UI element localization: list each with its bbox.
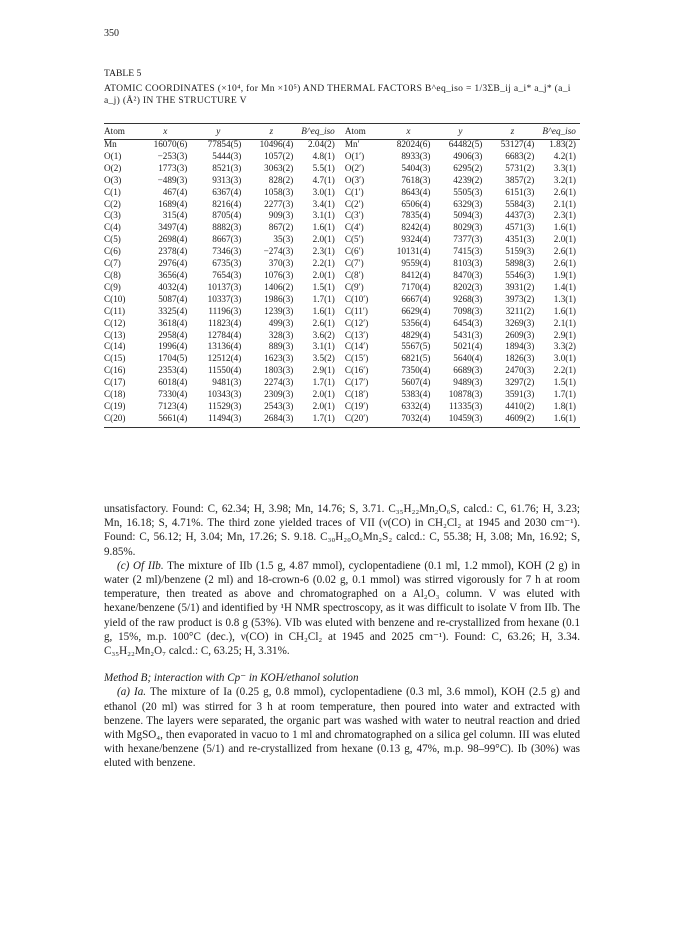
table-cell: 3269(3) <box>505 317 535 328</box>
table-cell: 1773(3) <box>158 162 188 173</box>
table-cell: 2.9(1) <box>553 329 576 340</box>
table-cell: C(11) <box>104 305 126 316</box>
table-cell: 10496(4) <box>259 139 294 149</box>
table-cell: 3656(4) <box>158 269 188 280</box>
table-cell: 1.6(1) <box>312 222 335 233</box>
col-header: Atom <box>344 126 366 137</box>
table-row <box>104 199 580 211</box>
table-cell: 2.3(1) <box>312 246 335 257</box>
table-row <box>104 353 580 365</box>
table-cell: 2.9(1) <box>312 365 335 376</box>
table-cell: 5094(3) <box>453 210 483 221</box>
table-cell: 4351(3) <box>505 234 535 245</box>
table-cell: 328(3) <box>268 329 294 340</box>
table-cell: 7654(3) <box>212 269 242 280</box>
table-cell: 3325(4) <box>158 305 188 316</box>
table-cell: 7415(3) <box>453 246 483 257</box>
table-cell: 1.9(1) <box>553 269 576 280</box>
table-cell: C(19) <box>104 400 126 411</box>
table-cell: 1.6(1) <box>553 412 576 423</box>
table-cell: 3618(4) <box>158 317 188 328</box>
table-cell: C(3) <box>104 210 121 221</box>
table-row <box>104 294 580 306</box>
table-cell: 8216(4) <box>212 198 242 209</box>
paragraph-ia <box>104 685 580 770</box>
table-cell: 3931(2) <box>505 281 535 292</box>
table-cell: C(16) <box>104 365 126 376</box>
table-cell: 7170(4) <box>401 281 431 292</box>
table-row <box>104 151 580 163</box>
table-cell: 2309(3) <box>264 389 294 400</box>
table-cell: 5505(3) <box>453 186 483 197</box>
col-header: y <box>216 126 221 137</box>
table-cell: 370(3) <box>268 258 294 269</box>
table-cell: 2277(3) <box>264 198 294 209</box>
table-cell: 2.0(1) <box>312 389 335 400</box>
table-cell: C(20′) <box>344 412 369 423</box>
table-cell: 2.0(1) <box>553 234 576 245</box>
table-cell: 6821(5) <box>401 353 431 364</box>
table-cell: 2543(3) <box>264 400 294 411</box>
table-cell: 35(3) <box>273 234 294 245</box>
table-cell: 3.0(1) <box>312 186 335 197</box>
table-cell: 2.2(1) <box>312 258 335 269</box>
table-body <box>104 139 580 425</box>
table-cell: 6295(2) <box>453 162 483 173</box>
table-cell: 1623(3) <box>264 353 294 364</box>
table-cell: 2470(3) <box>505 365 535 376</box>
table-cell: 909(3) <box>268 210 294 221</box>
table-cell: 2274(3) <box>264 377 294 388</box>
paragraph-text: The mixture of Ia (0.25 g, 0.8 mmol), cyclopentadiene (0.3 ml, 3.6 mmol), KOH (2.5 g) and ethanol (20 ml) was stirred for 3 h at room temperature, then poured into water and extracted with benzene. The layers were separated, the organic part was washed with water to neutral reaction and dried with MgSO₄, then evaporated in vacuo to 1 ml and chromatographed on a silica gel column. III was eluted with hexane/benzene (5/1) and re-crystallized from hexane (0.13 g, 47%, m.p. 98–99°C). Ib (30%) was eluted with benzene. <box>104 686 580 770</box>
table-cell: 3063(2) <box>264 162 294 173</box>
col-header: B^eq_iso <box>542 126 576 137</box>
table-header-row <box>104 125 580 139</box>
table-top-rule <box>104 123 580 124</box>
table-cell: 1.6(1) <box>553 222 576 233</box>
table-cell: 1.6(1) <box>312 305 335 316</box>
table-cell: 6667(4) <box>401 293 431 304</box>
table-cell: 4239(2) <box>453 174 483 185</box>
table-cell: 1826(3) <box>505 353 535 364</box>
table-cell: 4906(3) <box>453 150 483 161</box>
table-cell: 867(2) <box>268 222 294 233</box>
table-cell: 7835(4) <box>401 210 431 221</box>
table-cell: 8933(3) <box>401 150 431 161</box>
table-cell: C(12′) <box>344 317 369 328</box>
table-cell: C(16′) <box>344 365 369 376</box>
table-cell: 3.3(2) <box>553 341 576 352</box>
paragraph-text: The mixture of IIb (1.5 g, 4.87 mmol), cyclopentadiene (0.1 ml, 1.2 mmol), KOH (2 g) in water (2 ml)/benzene (2 ml) and 18-crown-6 (0.02 g, 0.1 mmol) was stirred vigorously for 7 h at room temperature, then treated as above and chromatographed on a Al₂O₃ column. V was eluted with hexane/benzene (5/1) and identified by ¹H NMR spectroscopy, as it was difficult to isolate V from IIb. The yield of the raw product is 0.8 g (53%). VIb was eluted with benzene and re-crystallized from hexane (0.1 g, 15%, m.p. 100°C (dec.), ν(CO) in CH₂Cl₂ at 1945 and 2025 cm⁻¹). Found: C, 63.26; H, 3.34. C₃₅H₂₂Mn₂O₇ calcd.: C, 63.25; H, 3.31%. <box>104 559 580 658</box>
table-cell: 6683(2) <box>505 150 535 161</box>
table-cell: 1.7(1) <box>312 377 335 388</box>
table-cell: C(15) <box>104 353 126 364</box>
table-cell: 4.7(1) <box>312 174 335 185</box>
table-cell: 3.5(2) <box>312 353 335 364</box>
table-cell: 8643(4) <box>401 186 431 197</box>
paragraph-label: (a) Ia. <box>117 686 147 699</box>
table-cell: C(19′) <box>344 400 369 411</box>
table-cell: 7377(3) <box>453 234 483 245</box>
table-cell: 10137(3) <box>207 281 242 292</box>
table-cell: 3297(2) <box>505 377 535 388</box>
table-header-rule <box>104 139 580 140</box>
table-cell: 5431(3) <box>453 329 483 340</box>
table-cell: 3.4(1) <box>312 198 335 209</box>
table-cell: 2.6(1) <box>553 246 576 257</box>
col-header: x <box>406 126 411 137</box>
table-cell: C(17′) <box>344 377 369 388</box>
table-cell: 1058(3) <box>264 186 294 197</box>
coordinates-table <box>104 125 580 425</box>
table-cell: 3591(3) <box>505 389 535 400</box>
table-cell: 1.6(1) <box>553 305 576 316</box>
col-header: Atom <box>104 126 125 137</box>
table-cell: 889(3) <box>268 341 294 352</box>
table-cell: 13136(4) <box>207 341 242 352</box>
body-text <box>104 502 580 771</box>
table-cell: 3857(2) <box>505 174 535 185</box>
table-row <box>104 210 580 222</box>
table-cell: 9313(3) <box>212 174 242 185</box>
table-cell: 9489(3) <box>453 377 483 388</box>
table-cell: 1.7(1) <box>553 389 576 400</box>
table-row <box>104 389 580 401</box>
table-cell: 2976(4) <box>158 258 188 269</box>
table-cell: 6454(3) <box>453 317 483 328</box>
table-cell: 4.2(1) <box>553 150 576 161</box>
table-cell: 1239(3) <box>264 305 294 316</box>
col-header: z <box>510 126 515 137</box>
table-cell: C(3′) <box>344 210 364 221</box>
table-cell: 5356(4) <box>401 317 431 328</box>
table-cell: 5898(3) <box>505 258 535 269</box>
table-cell: 4032(4) <box>158 281 188 292</box>
table-cell: 315(4) <box>162 210 188 221</box>
table-cell: 5444(3) <box>212 150 242 161</box>
table-cell: 1996(4) <box>158 341 188 352</box>
table-cell: 499(3) <box>268 317 294 328</box>
table-cell: C(7) <box>104 258 121 269</box>
table-cell: 5087(4) <box>158 293 188 304</box>
table-cell: 12512(4) <box>207 353 242 364</box>
table-cell: 1.5(1) <box>553 377 576 388</box>
table-cell: 3.1(1) <box>312 210 335 221</box>
table-cell: 7346(3) <box>212 246 242 257</box>
table-cell: 11550(4) <box>207 365 242 376</box>
table-cell: 9559(4) <box>401 258 431 269</box>
paragraph-iib <box>104 559 580 658</box>
table-cell: 11529(3) <box>207 400 242 411</box>
table-cell: 2353(4) <box>158 365 188 376</box>
table-cell: 3.6(2) <box>312 329 335 340</box>
col-header: x <box>163 126 168 137</box>
table-cell: 1.7(1) <box>312 293 335 304</box>
table-cell: C(15′) <box>344 353 369 364</box>
table-cell: 7350(4) <box>401 365 431 376</box>
table-label: TABLE 5 <box>104 68 142 79</box>
table-cell: 3.3(1) <box>553 162 576 173</box>
table-cell: 2.1(1) <box>553 317 576 328</box>
table-cell: 3497(4) <box>158 222 188 233</box>
table-row <box>104 163 580 175</box>
table-cell: C(18) <box>104 389 126 400</box>
col-header: y <box>458 126 463 137</box>
table-cell: C(5′) <box>344 234 364 245</box>
paragraph-label: (c) Of IIb. <box>117 559 164 572</box>
table-cell: 3.0(1) <box>553 353 576 364</box>
table-cell: 6332(4) <box>401 400 431 411</box>
table-cell: C(20) <box>104 412 126 423</box>
table-row <box>104 270 580 282</box>
table-cell: 10131(4) <box>396 246 431 257</box>
table-cell: C(11′) <box>344 305 368 316</box>
table-cell: 7618(3) <box>401 174 431 185</box>
col-header: z <box>269 126 274 137</box>
table-cell: C(2′) <box>344 198 364 209</box>
table-cell: C(13′) <box>344 329 369 340</box>
table-cell: 11335(3) <box>449 400 483 411</box>
table-cell: 53127(4) <box>500 139 535 149</box>
table-cell: 1894(3) <box>505 341 535 352</box>
table-cell: 2.04(2) <box>308 139 335 149</box>
table-bottom-rule <box>104 427 580 428</box>
table-cell: 1803(3) <box>264 365 294 376</box>
table-row <box>104 401 580 413</box>
table-cell: C(8′) <box>344 269 364 280</box>
table-cell: 2.0(1) <box>312 234 335 245</box>
table-cell: C(18′) <box>344 389 369 400</box>
table-cell: C(10′) <box>344 293 369 304</box>
table-cell: C(10) <box>104 293 126 304</box>
table-row <box>104 365 580 377</box>
table-cell: C(9) <box>104 281 121 292</box>
table-cell: −253(3) <box>157 150 188 161</box>
table-cell: C(4′) <box>344 222 364 233</box>
table-cell: 1689(4) <box>158 198 188 209</box>
section-heading: Method B; interaction with Cp⁻ in KOH/ethanol solution <box>104 672 359 685</box>
table-cell: C(13) <box>104 329 126 340</box>
table-cell: 5404(3) <box>401 162 431 173</box>
table-cell: 2.3(1) <box>553 210 576 221</box>
table-cell: 2958(4) <box>158 329 188 340</box>
table-cell: 9324(4) <box>401 234 431 245</box>
table-cell: 2.1(1) <box>553 198 576 209</box>
table-caption <box>104 68 576 108</box>
table-cell: 5567(5) <box>401 341 431 352</box>
paragraph-found: unsatisfactory. Found: C, 62.34; H, 3.98; Mn, 14.76; S, 3.71. C₃₅H₂₂Mn₂O₆S, calcd.: C, 61.76; H, 3.23; Mn, 16.18; S, 4.71%. The third zone yielded traces of VII (ν(CO) in CH₂Cl₂ at 1945 and 2030 cm⁻¹). Found: C, 56.12; H, 3.04; Mn, 17.26; S. 9.18. C₃₀H₂₀O₆Mn₂S₂ calcd.: C, 55.38; H, 3.08; Mn, 16.92; S, 9.85%. <box>104 503 580 558</box>
table-cell: 8202(3) <box>453 281 483 292</box>
table-cell: 6329(3) <box>453 198 483 209</box>
table-cell: C(6′) <box>344 246 364 257</box>
table-cell: 8103(3) <box>453 258 483 269</box>
table-cell: 8705(4) <box>212 210 242 221</box>
table-cell: 1076(3) <box>264 269 294 280</box>
table-cell: 8242(4) <box>401 222 431 233</box>
table-cell: 4571(3) <box>505 222 535 233</box>
table-cell: O(3′) <box>344 174 365 185</box>
table-row <box>104 187 580 199</box>
table-cell: C(9′) <box>344 281 364 292</box>
table-row <box>104 306 580 318</box>
table-row <box>104 234 580 246</box>
table-cell: 6506(4) <box>401 198 431 209</box>
table-cell: 2609(3) <box>505 329 535 340</box>
table-cell: −274(3) <box>263 246 294 257</box>
table-cell: 11196(3) <box>208 305 242 316</box>
table-cell: 2.6(1) <box>553 258 576 269</box>
table-row <box>104 413 580 425</box>
table-cell: 77854(5) <box>207 139 242 149</box>
table-cell: Mn <box>104 139 117 149</box>
table-cell: 5640(4) <box>453 353 483 364</box>
table-cell: 8667(3) <box>212 234 242 245</box>
table-cell: 7098(3) <box>453 305 483 316</box>
table-cell: 5383(4) <box>401 389 431 400</box>
table-cell: 1057(2) <box>264 150 294 161</box>
col-header: B^eq_iso <box>301 126 335 137</box>
table-cell: 4609(2) <box>505 412 535 423</box>
table-cell: 8470(3) <box>453 269 483 280</box>
table-cell: 11823(4) <box>207 317 242 328</box>
table-cell: 9268(3) <box>453 293 483 304</box>
table-cell: 2378(4) <box>158 246 188 257</box>
table-cell: 1.5(1) <box>312 281 335 292</box>
page-number: 350 <box>104 28 119 39</box>
table-cell: C(1) <box>104 186 121 197</box>
table-cell: 5607(4) <box>401 377 431 388</box>
table-cell: 2698(4) <box>158 234 188 245</box>
table-cell: 7123(4) <box>158 400 188 411</box>
table-cell: 3973(2) <box>505 293 535 304</box>
table-cell: 10878(3) <box>448 389 483 400</box>
table-row <box>104 318 580 330</box>
table-cell: C(5) <box>104 234 121 245</box>
table-cell: 1.3(1) <box>553 293 576 304</box>
table-cell: 6629(4) <box>401 305 431 316</box>
table-cell: 5661(4) <box>158 412 188 423</box>
table-cell: 1.4(1) <box>553 281 576 292</box>
table-cell: 10343(3) <box>207 389 242 400</box>
table-cell: 8412(4) <box>401 269 431 280</box>
table-cell: O(2′) <box>344 162 365 173</box>
table-cell: 3211(2) <box>505 305 535 316</box>
table-cell: C(4) <box>104 222 121 233</box>
table-row <box>104 246 580 258</box>
table-cell: 2.0(1) <box>312 400 335 411</box>
table-cell: Mn′ <box>344 139 360 149</box>
table-cell: O(1′) <box>344 150 365 161</box>
table-cell: O(3) <box>104 174 122 185</box>
table-cell: C(14) <box>104 341 126 352</box>
table-cell: 5584(3) <box>505 198 535 209</box>
table-cell: 11494(3) <box>207 412 242 423</box>
table-cell: 1986(3) <box>264 293 294 304</box>
table-row <box>104 377 580 389</box>
table-cell: 2.2(1) <box>553 365 576 376</box>
table-cell: 10337(3) <box>207 293 242 304</box>
table-cell: C(1′) <box>344 186 364 197</box>
table-cell: 4437(3) <box>505 210 535 221</box>
table-cell: O(1) <box>104 150 122 161</box>
table-row <box>104 258 580 270</box>
table-cell: 467(4) <box>162 186 188 197</box>
table-cell: 64482(5) <box>448 139 483 149</box>
table-row <box>104 175 580 187</box>
table-cell: 1.8(1) <box>553 400 576 411</box>
table-cell: 1704(5) <box>158 353 188 364</box>
table-cell: 8521(3) <box>212 162 242 173</box>
table-cell: 1.7(1) <box>312 412 335 423</box>
table-cell: C(14′) <box>344 341 369 352</box>
table-cell: −489(3) <box>157 174 188 185</box>
table-row <box>104 139 580 151</box>
table-cell: 2.0(1) <box>312 269 335 280</box>
table-cell: 5.5(1) <box>312 162 335 173</box>
table-cell: C(7′) <box>344 258 364 269</box>
table-cell: 1406(2) <box>264 281 294 292</box>
table-cell: 4410(2) <box>505 400 535 411</box>
table-cell: 6367(4) <box>212 186 242 197</box>
table-cell: C(2) <box>104 198 121 209</box>
table-cell: 16070(6) <box>153 139 188 149</box>
table-cell: 10459(3) <box>448 412 483 423</box>
table-title: ATOMIC COORDINATES (×10⁴, for Mn ×10⁵) AND THERMAL FACTORS B^eq_iso = 1/3ΣB_ij a_i* a_j* (a_i a_j) (Å²) IN THE STRUCTURE V <box>104 82 571 106</box>
table-row <box>104 330 580 342</box>
table-row <box>104 282 580 294</box>
table-cell: 2684(3) <box>264 412 294 423</box>
table-cell: 5159(3) <box>505 246 535 257</box>
table-cell: C(12) <box>104 317 126 328</box>
table-cell: 8882(3) <box>212 222 242 233</box>
table-cell: 82024(6) <box>396 139 431 149</box>
table-cell: 5021(4) <box>453 341 483 352</box>
table-cell: O(2) <box>104 162 122 173</box>
table-cell: 6151(3) <box>505 186 535 197</box>
table-row <box>104 341 580 353</box>
table-cell: 2.6(1) <box>312 317 335 328</box>
table-cell: 6735(3) <box>212 258 242 269</box>
table-cell: 4.8(1) <box>312 150 335 161</box>
table-cell: 4829(4) <box>401 329 431 340</box>
table-cell: 5731(2) <box>505 162 535 173</box>
table-cell: 3.2(1) <box>553 174 576 185</box>
table-cell: 9481(3) <box>212 377 242 388</box>
table-cell: 5546(3) <box>505 269 535 280</box>
table-cell: C(8) <box>104 269 121 280</box>
table-cell: 1.83(2) <box>549 139 576 149</box>
table-cell: 828(2) <box>268 174 294 185</box>
table-cell: 8029(3) <box>453 222 483 233</box>
table-cell: C(17) <box>104 377 126 388</box>
table-cell: C(6) <box>104 246 121 257</box>
table-row <box>104 222 580 234</box>
table-cell: 3.1(1) <box>312 341 335 352</box>
table-cell: 7032(4) <box>401 412 431 423</box>
table-cell: 7330(4) <box>158 389 188 400</box>
table-cell: 2.6(1) <box>553 186 576 197</box>
table-cell: 6689(3) <box>453 365 483 376</box>
table-cell: 12784(4) <box>207 329 242 340</box>
table-cell: 6018(4) <box>158 377 188 388</box>
